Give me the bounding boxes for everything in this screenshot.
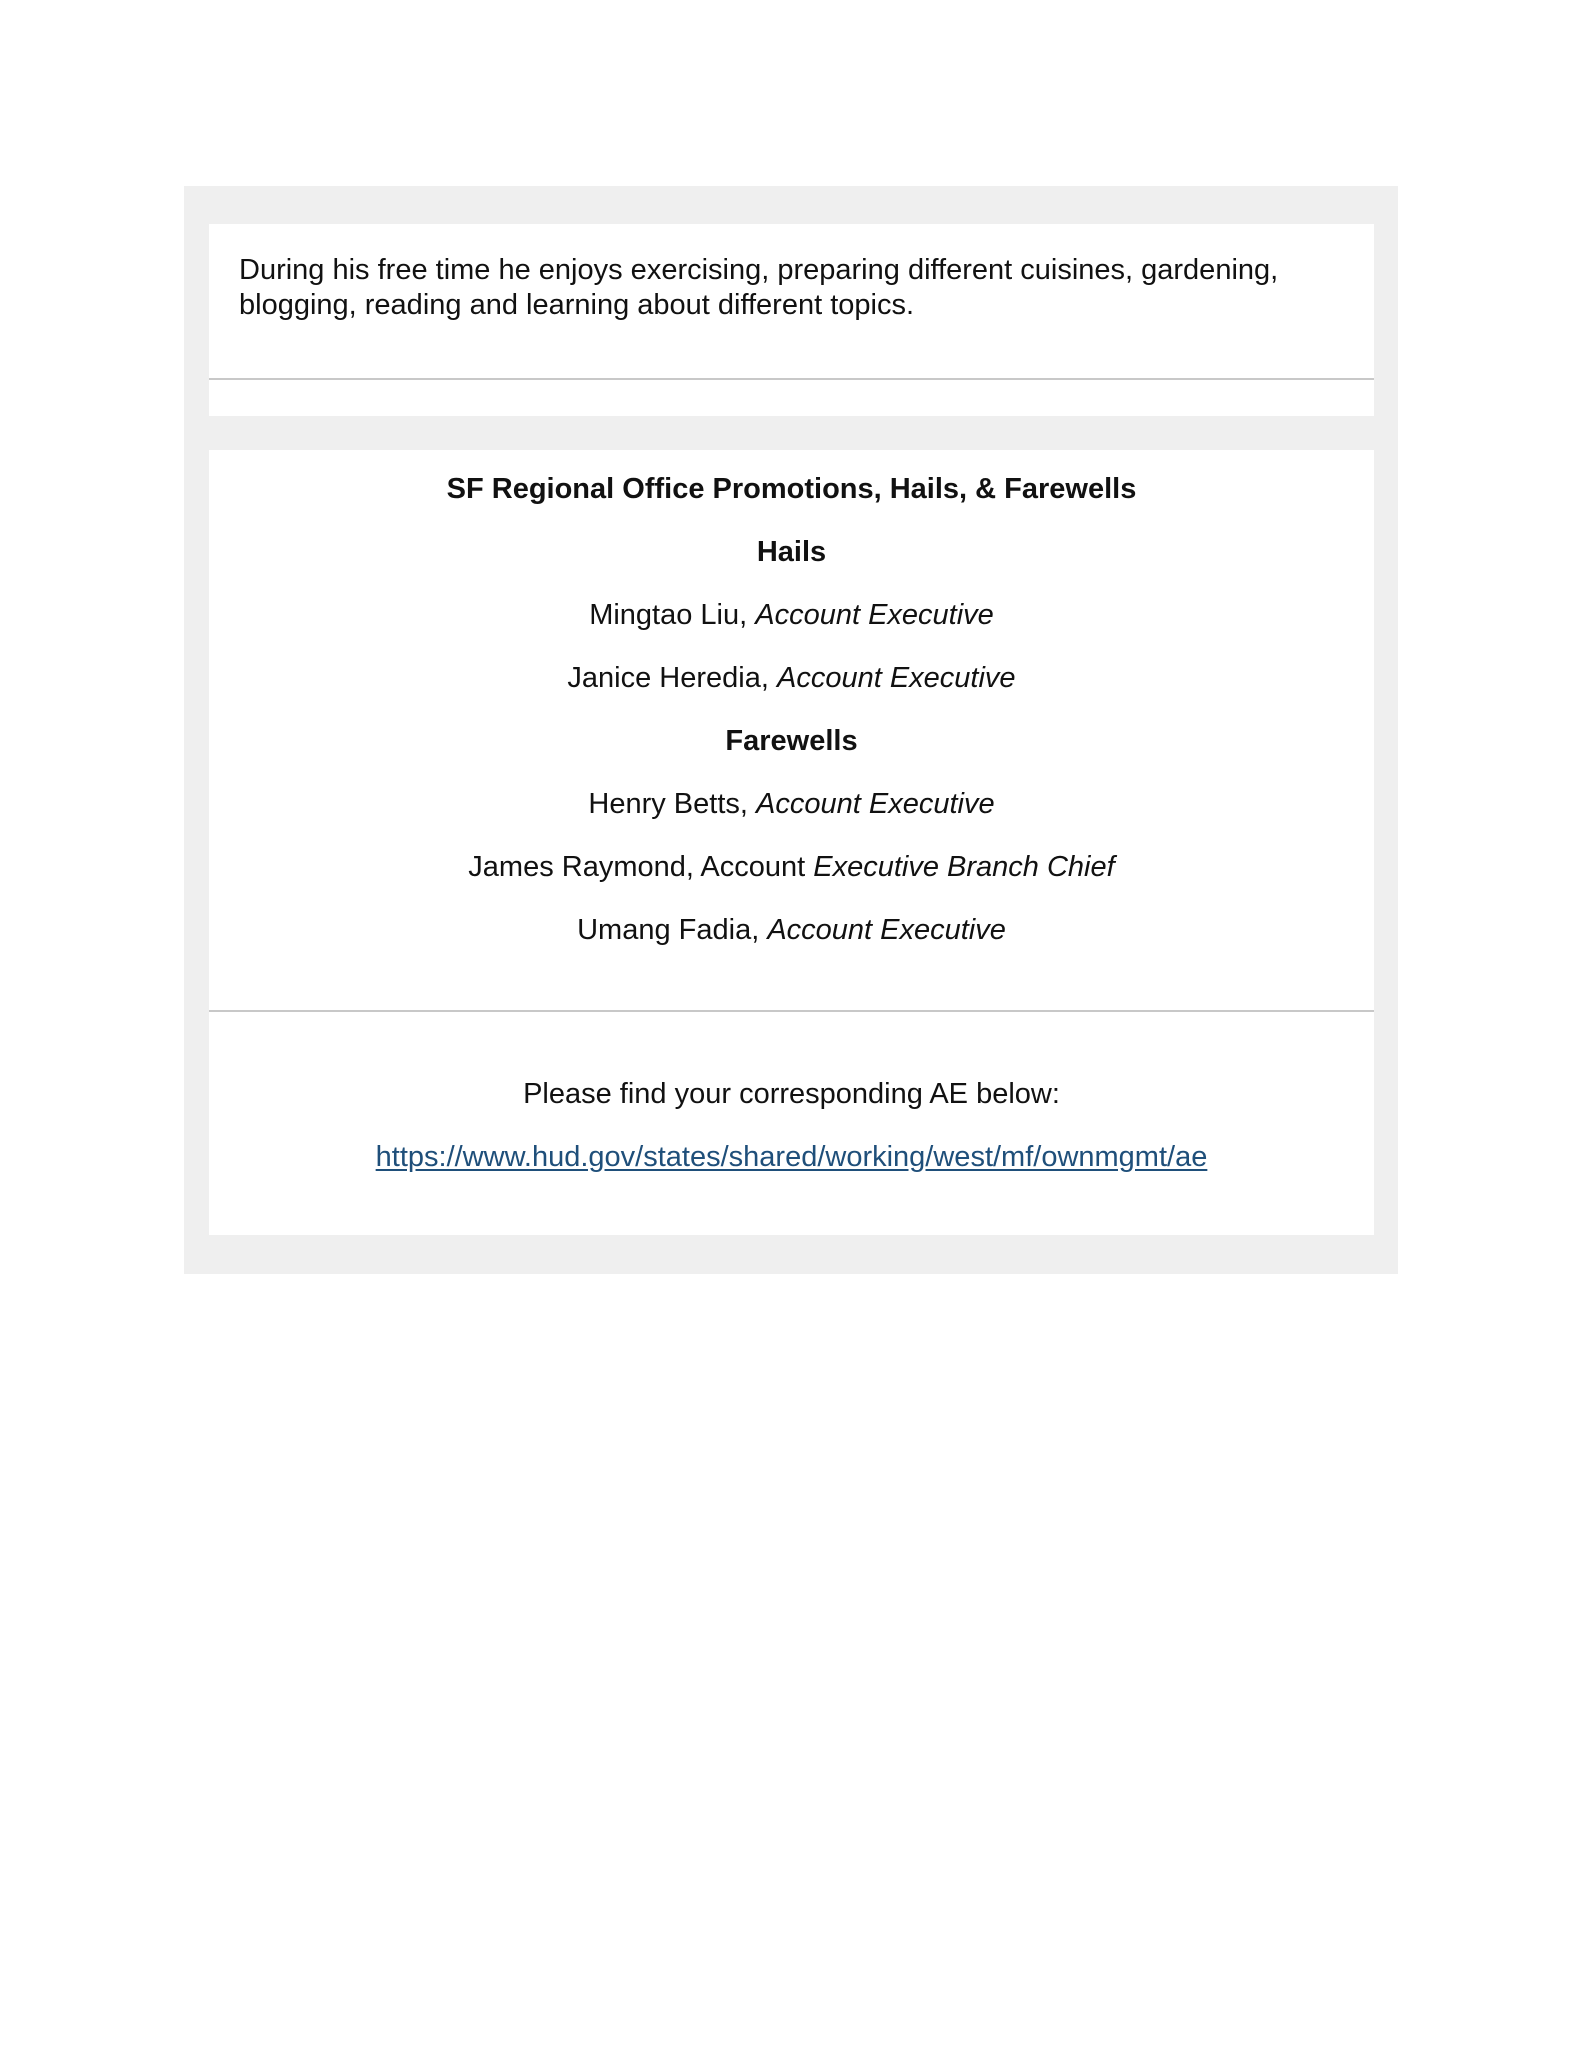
ae-prompt: Please find your corresponding AE below: bbox=[523, 1078, 1060, 1110]
person-name: Henry Betts, bbox=[588, 788, 757, 820]
farewell-entry bbox=[209, 787, 1374, 821]
hail-entry bbox=[209, 598, 1374, 632]
section-divider bbox=[209, 1010, 1374, 1012]
ae-link-line bbox=[209, 1140, 1374, 1174]
person-role: Account Executive bbox=[767, 914, 1006, 946]
person-role: Account Executive bbox=[755, 599, 994, 631]
farewells-heading: Farewells bbox=[725, 725, 858, 757]
ae-directory-link[interactable]: https://www.hud.gov/states/shared/working/west/mf/ownmgmt/ae bbox=[375, 1141, 1208, 1173]
person-role: Account Executive bbox=[776, 662, 1016, 694]
announcements-card bbox=[209, 450, 1374, 1235]
farewell-entry bbox=[209, 850, 1374, 884]
announcements-title: SF Regional Office Promotions, Hails, & Farewells bbox=[446, 473, 1137, 505]
hail-entry bbox=[209, 661, 1374, 695]
newsletter-container bbox=[184, 186, 1398, 1274]
farewell-entry bbox=[209, 913, 1374, 947]
bio-card bbox=[209, 224, 1374, 416]
person-name: Janice Heredia, bbox=[567, 662, 777, 694]
hails-heading: Hails bbox=[756, 536, 827, 568]
person-name: Mingtao Liu, bbox=[589, 599, 756, 631]
person-role: Account Executive bbox=[756, 788, 995, 820]
person-name: Umang Fadia, bbox=[577, 914, 768, 946]
person-name: James Raymond, Account bbox=[468, 851, 814, 883]
bio-paragraph: During his free time he enjoys exercising, preparing different cuisines, gardening, blogging, reading and learning about different topics. bbox=[239, 254, 1279, 321]
person-role: Executive Branch Chief bbox=[813, 851, 1115, 883]
section-divider bbox=[209, 378, 1374, 380]
